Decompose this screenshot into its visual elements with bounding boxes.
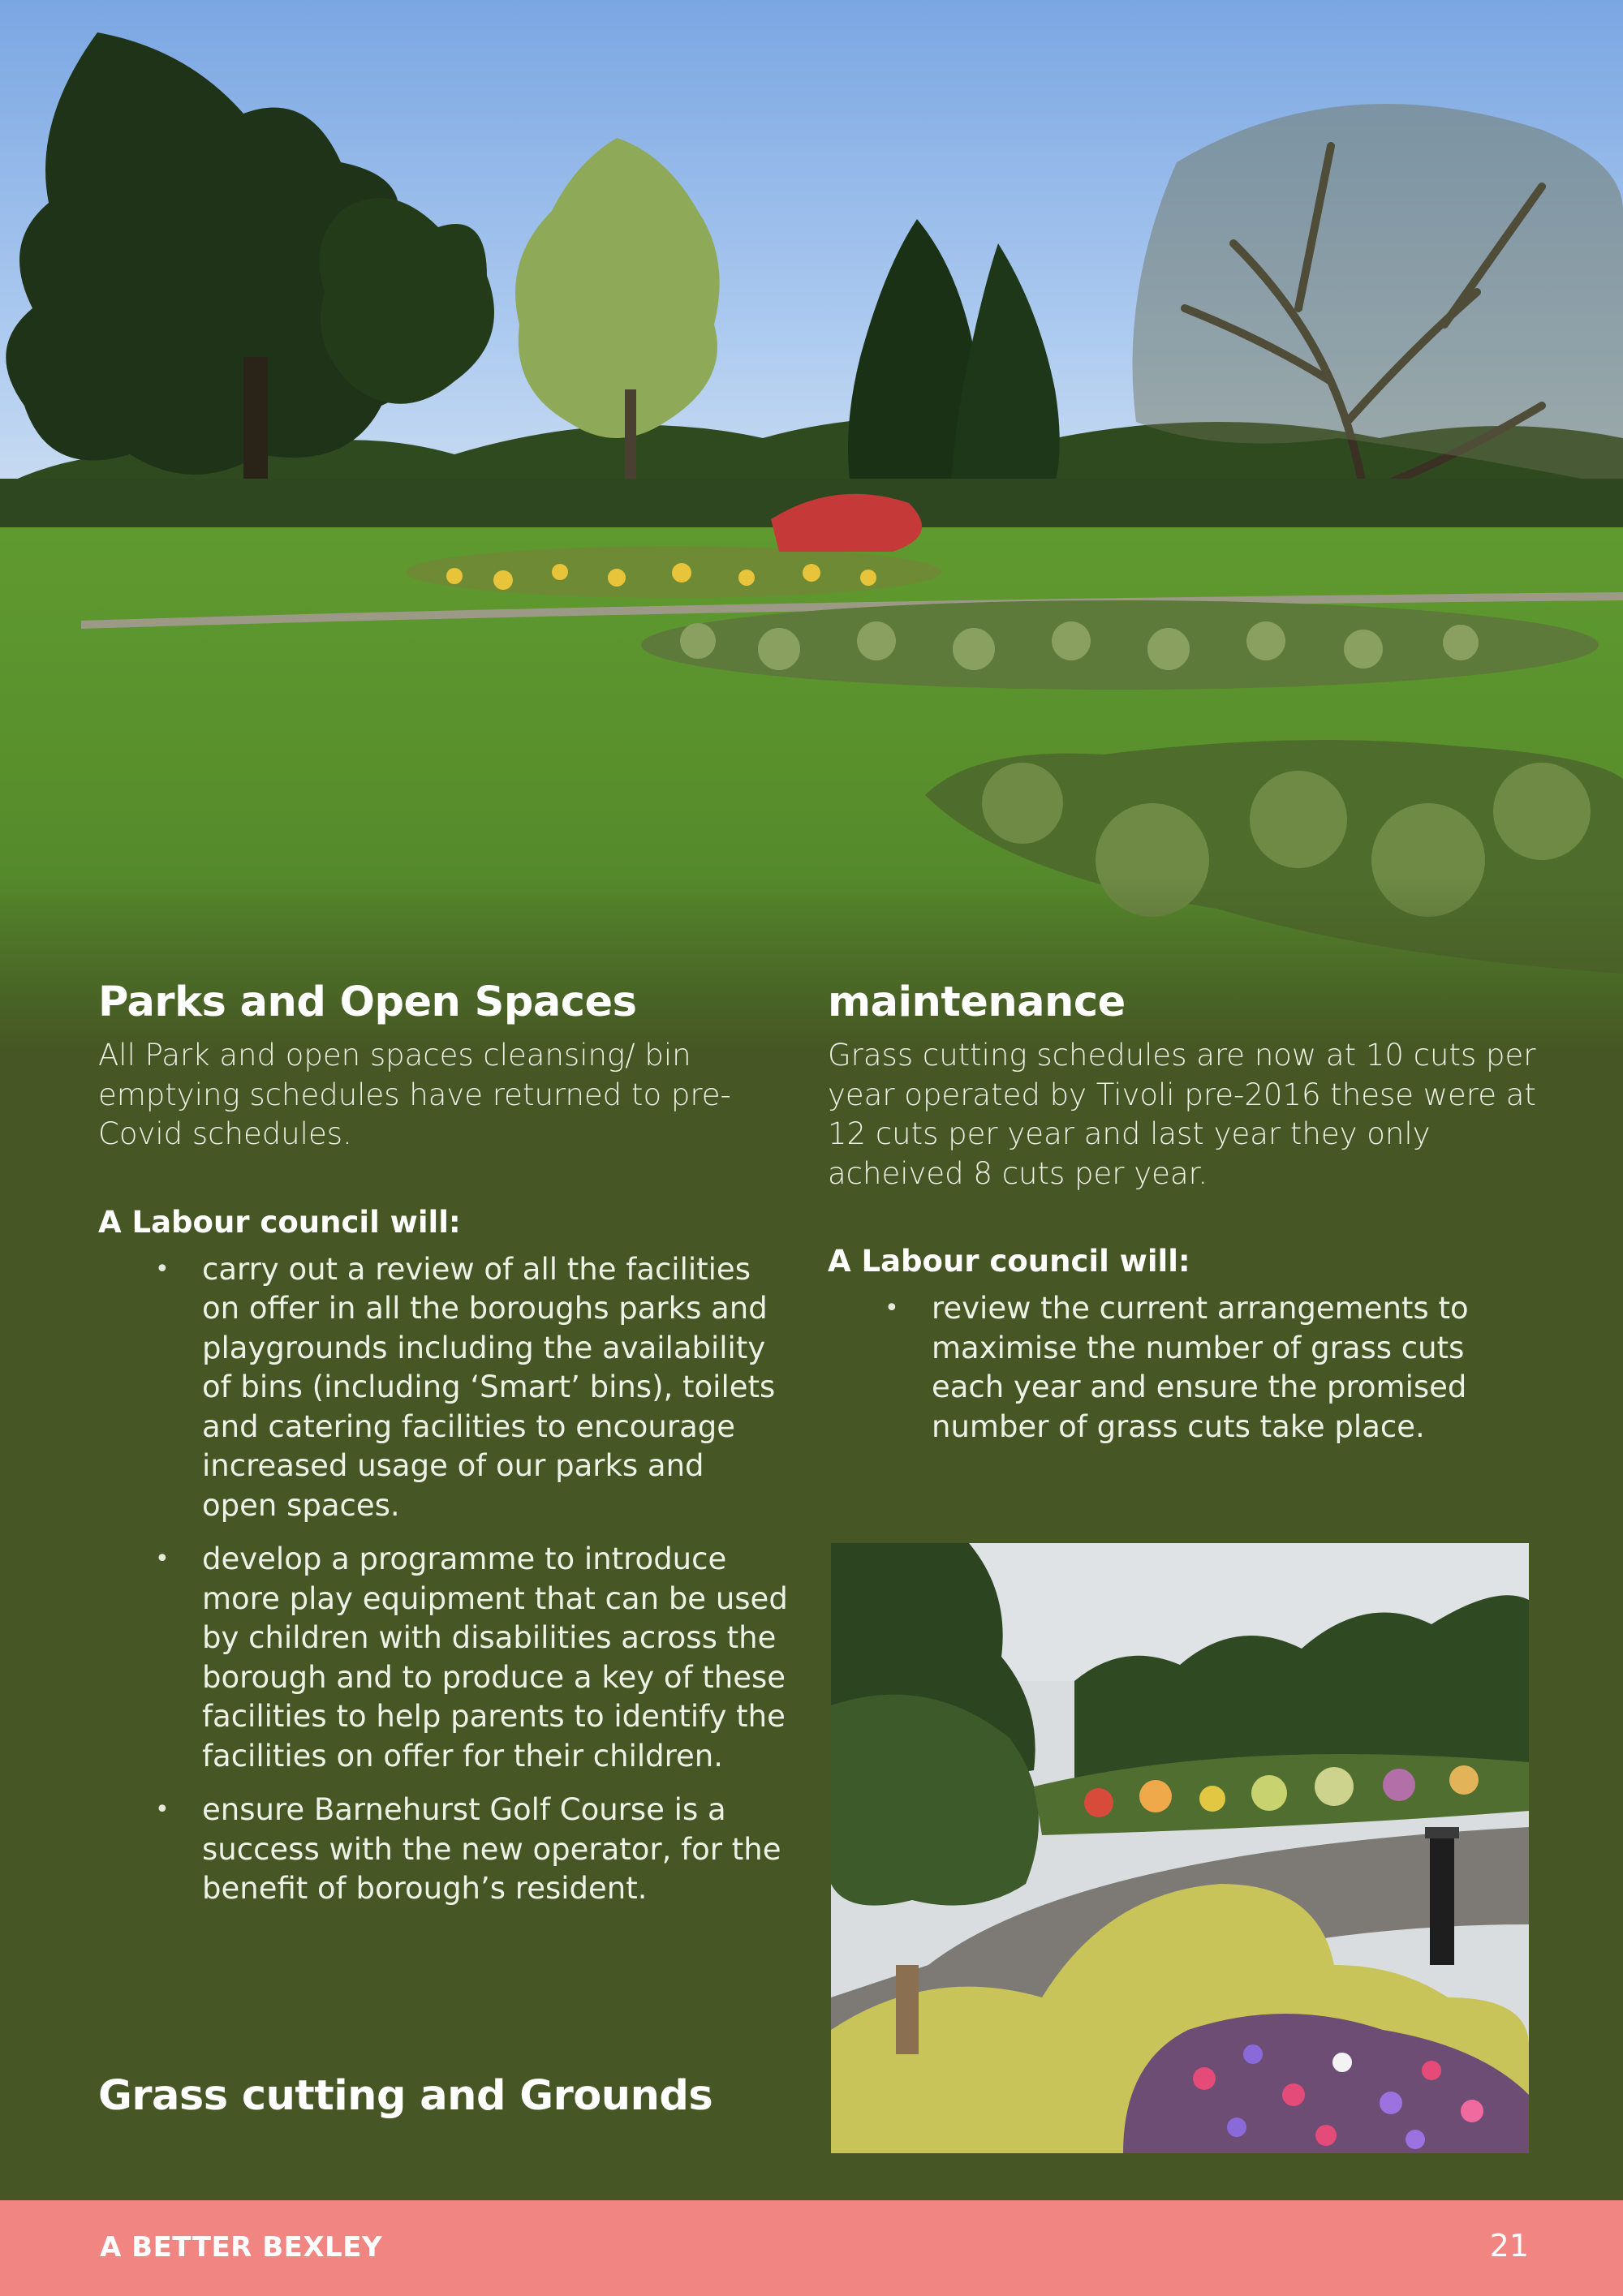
pledge-text: ensure Barnehurst Golf Course is a success with the new operator, for the benefit of borough’s resident. bbox=[202, 1792, 781, 1906]
pledge-heading-grass: A Labour council will: bbox=[828, 1244, 1190, 1279]
parks-intro-paragraph: All Park and open spaces cleansing/ bin emptying schedules have returned to pre-Covid schedules. bbox=[98, 1038, 731, 1151]
list-item bbox=[155, 1250, 788, 1526]
section-heading-grass: Grass cutting and Grounds bbox=[98, 2072, 713, 2120]
list-item bbox=[155, 1791, 788, 1909]
bullet-icon: • bbox=[155, 1254, 170, 1283]
pledge-text: develop a programme to introduce more play equipment that can be used by children with disabilities across the borough and to produce a key of these facilities to help parents to identify the facilities on offer for their children. bbox=[202, 1541, 788, 1774]
grass-intro-paragraph: Grass cutting schedules are now at 10 cuts per year operated by Tivoli pre-2016 these were at 12 cuts per year and last year they only acheived 8 cuts per year. bbox=[828, 1038, 1536, 1191]
page-number: 21 bbox=[1489, 2228, 1529, 2264]
pledge-text: review the current arrangements to maximise the number of grass cuts each year and ensure the promised number of grass cuts take place. bbox=[932, 1291, 1469, 1444]
pledge-text: carry out a review of all the facilities on offer in all the boroughs parks and playgrounds including the availability of bins (including ‘Smart’ bins), toilets and catering facilities to encourage increased usage of our parks and open spaces. bbox=[202, 1251, 776, 1523]
list-item bbox=[885, 1289, 1542, 1447]
bullet-icon: • bbox=[885, 1294, 899, 1322]
page-footer bbox=[0, 2200, 1623, 2296]
bullet-icon: • bbox=[155, 1795, 170, 1824]
pledge-heading-parks: A Labour council will: bbox=[98, 1204, 461, 1240]
right-column bbox=[828, 978, 1542, 1461]
grass-heading-block bbox=[98, 2071, 829, 2122]
garden-inset-photo bbox=[831, 1543, 1529, 2153]
bullet-icon: • bbox=[155, 1545, 170, 1573]
section-heading-parks: Parks and Open Spaces bbox=[98, 978, 637, 1026]
hero-park-photo bbox=[0, 0, 1623, 1055]
list-item bbox=[155, 1540, 788, 1776]
grass-pledge-list bbox=[828, 1289, 1542, 1447]
left-column bbox=[98, 978, 788, 1924]
parks-pledge-list bbox=[98, 1250, 788, 1909]
footer-brand: A BETTER BEXLEY bbox=[100, 2231, 383, 2264]
section-heading-maintenance: maintenance bbox=[828, 978, 1126, 1026]
